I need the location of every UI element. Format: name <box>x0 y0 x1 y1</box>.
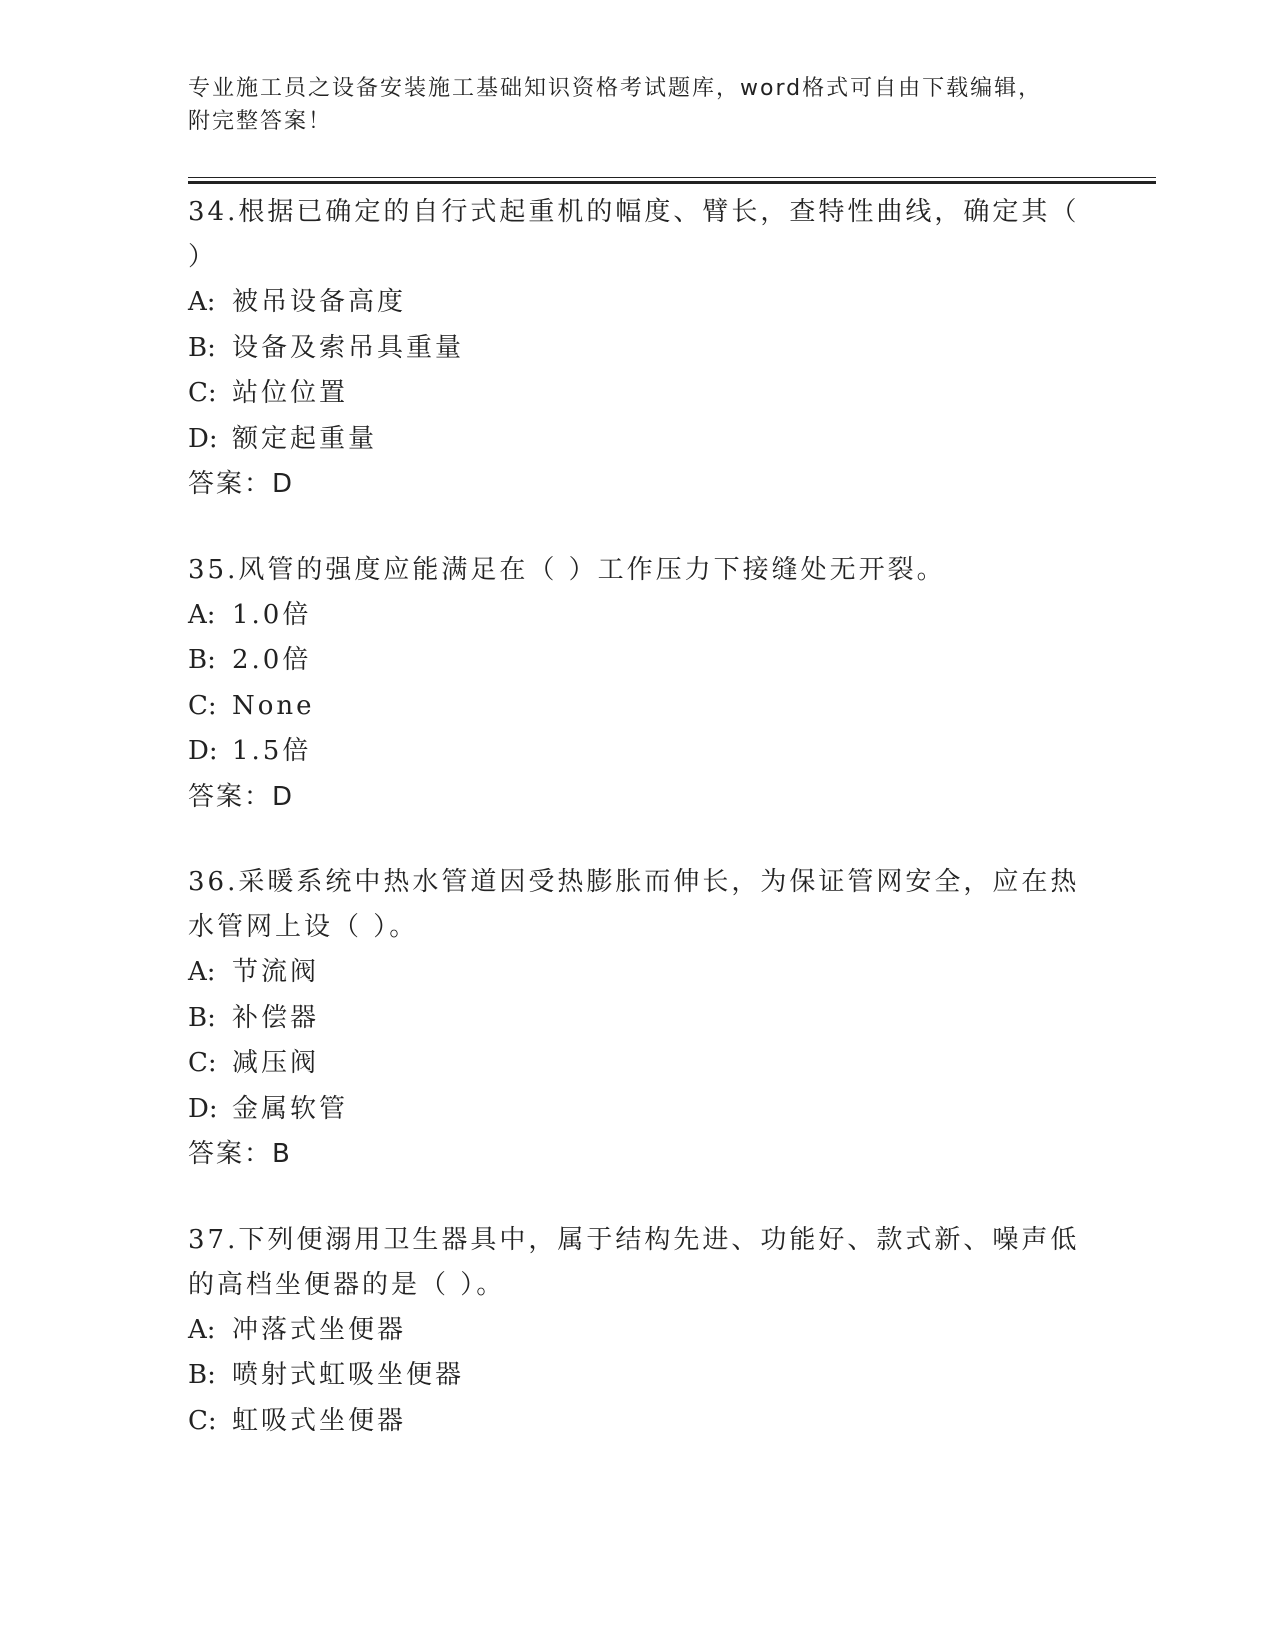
option-key: D: <box>188 423 218 454</box>
option-text: 站位位置 <box>232 378 349 408</box>
option-text: None <box>232 690 315 721</box>
option-text: 被吊设备高度 <box>232 287 407 317</box>
header-divider-thin <box>188 177 1156 178</box>
question-list <box>188 190 1088 1484</box>
option-key: C: <box>188 690 217 721</box>
question-34 <box>188 190 1088 508</box>
option-d <box>188 417 1088 463</box>
option-key: C: <box>188 1405 217 1436</box>
option-text: 冲落式坐便器 <box>232 1314 407 1345</box>
option-text: 设备及索吊具重量 <box>232 332 465 363</box>
answer: 答案：D <box>188 781 295 812</box>
option-text: 减压阀 <box>232 1048 320 1078</box>
option-key: D: <box>188 736 218 766</box>
option-text: 金属软管 <box>232 1093 349 1124</box>
option-text: 额定起重量 <box>232 423 378 454</box>
option-b <box>188 1353 1088 1399</box>
header-divider-thick <box>188 181 1156 184</box>
option-d <box>188 1087 1088 1133</box>
option-key: B: <box>188 332 216 363</box>
option-key: C: <box>188 1048 217 1078</box>
option-key: B: <box>188 645 216 675</box>
document-header <box>188 72 1088 138</box>
option-c <box>188 1041 1088 1087</box>
header-line-1: 专业施工员之设备安装施工基础知识资格考试题库，word格式可自由下载编辑， <box>188 76 1043 101</box>
option-text: 补偿器 <box>232 1002 320 1033</box>
option-d <box>188 729 1088 775</box>
option-key: C: <box>188 378 217 408</box>
question-36 <box>188 860 1088 1178</box>
option-text: 1.0倍 <box>232 599 312 630</box>
option-text: 节流阀 <box>232 957 320 987</box>
question-35 <box>188 548 1088 821</box>
option-c <box>188 684 1088 730</box>
question-stem: 35.风管的强度应能满足在（ ）工作压力下接缝处无开裂。 <box>188 554 946 585</box>
option-a <box>188 950 1088 996</box>
option-text: 虹吸式坐便器 <box>232 1405 407 1436</box>
option-key: A: <box>188 287 216 317</box>
option-text: 1.5倍 <box>232 736 312 766</box>
option-text: 2.0倍 <box>232 645 312 675</box>
option-a <box>188 593 1088 639</box>
option-c <box>188 371 1088 417</box>
question-37 <box>188 1218 1088 1445</box>
option-key: B: <box>188 1002 216 1033</box>
option-key: A: <box>188 957 216 987</box>
option-key: A: <box>188 599 216 630</box>
option-key: A: <box>188 1314 216 1345</box>
option-c <box>188 1399 1088 1445</box>
question-stem: 36.采暖系统中热水管道因受热膨胀而伸长，为保证管网安全，应在热水管网上设（ ）。 <box>188 867 1080 942</box>
option-a <box>188 1308 1088 1354</box>
option-b <box>188 638 1088 684</box>
option-a <box>188 280 1088 326</box>
option-key: B: <box>188 1360 216 1390</box>
answer: 答案：D <box>188 469 295 499</box>
header-line-2: 附完整答案！ <box>188 109 333 134</box>
answer: 答案：B <box>188 1139 292 1169</box>
option-key: D: <box>188 1093 218 1124</box>
option-text: 喷射式虹吸坐便器 <box>232 1360 465 1390</box>
question-stem: 34.根据已确定的自行式起重机的幅度、臂长，查特性曲线，确定其（ ） <box>188 197 1080 272</box>
option-b <box>188 996 1088 1042</box>
option-b <box>188 326 1088 372</box>
question-stem: 37.下列便溺用卫生器具中，属于结构先进、功能好、款式新、噪声低的高档坐便器的是（ ）。 <box>188 1224 1080 1300</box>
